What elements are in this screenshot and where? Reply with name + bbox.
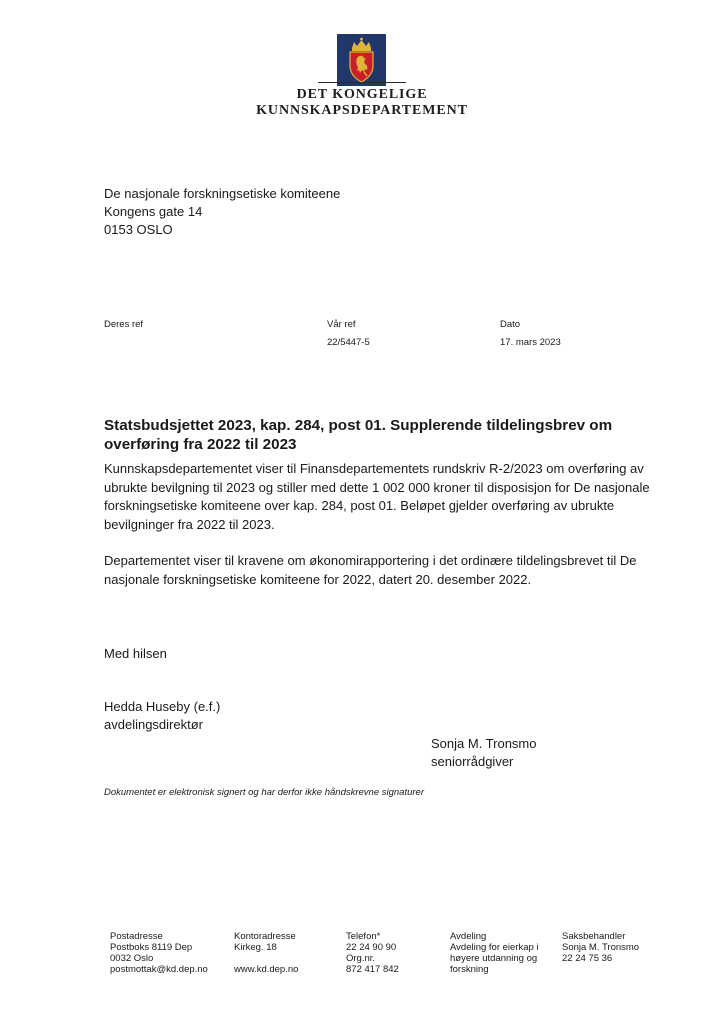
var-ref-value: 22/5447-5 xyxy=(327,337,370,348)
letterhead-rule xyxy=(318,82,406,83)
footer-telefon-heading: Telefon* xyxy=(346,931,381,942)
var-ref-label: Vår ref xyxy=(327,319,356,330)
coat-of-arms-logo xyxy=(337,34,386,86)
department-name-line2: KUNNSKAPSDEPARTEMENT xyxy=(256,103,468,118)
recipient-name: De nasjonale forskningsetiske komiteene xyxy=(104,186,341,201)
dato-value: 17. mars 2023 xyxy=(500,337,561,348)
footer-saksbehandler-name: Sonja M. Tronsmo xyxy=(562,942,640,954)
body-paragraph-2: Departementet viser til kravene om økonomirapportering i det ordinære tildelingsbrevet til De nasjonale forskningsetiske komiteene for 2022, datert 20. desember 2022. xyxy=(104,553,637,587)
footer-orgnr-value: 872 417 842 xyxy=(346,964,399,976)
footer-orgnr-label: Org.nr. xyxy=(346,953,376,965)
footer-email: postmottak@kd.dep.no xyxy=(110,964,208,976)
footer-telefon-number: 22 24 90 90 xyxy=(346,942,397,954)
footer-kontoradresse-line: Kirkeg. 18 xyxy=(234,942,277,954)
footer-avdeling-heading: Avdeling xyxy=(450,931,487,942)
footer-postadresse-line: 0032 Oslo xyxy=(110,953,154,965)
signer2-name: Sonja M. Tronsmo xyxy=(431,736,537,751)
signer1-title: avdelingsdirektør xyxy=(104,717,203,732)
footer-avdeling-line: forskning xyxy=(450,964,489,976)
letter-subject: Statsbudsjettet 2023, kap. 284, post 01. Supplerende tildelingsbrev om overføring fra 2022 til 2023 xyxy=(104,417,613,453)
footer-saksbehandler xyxy=(562,931,639,964)
footer-postadresse-line: Postboks 8119 Dep xyxy=(110,942,193,954)
recipient-postal: 0153 OSLO xyxy=(104,222,173,237)
footer-kontoradresse-heading: Kontoradresse xyxy=(234,931,296,942)
dato-label: Dato xyxy=(500,319,521,330)
deres-ref-label: Deres ref xyxy=(104,319,144,330)
footer-postadresse xyxy=(110,931,208,975)
signer2-title: seniorrådgiver xyxy=(431,754,514,769)
recipient-street: Kongens gate 14 xyxy=(104,204,203,219)
closing-greeting: Med hilsen xyxy=(104,646,167,661)
body-paragraph-1: Kunnskapsdepartementet viser til Finansdepartementets rundskriv R-2/2023 om overføring av ubrukte bevilgning til 2023 og stiller med dette 1 002 000 kroner til disposisjon for De nasjonale forskningsetiske komiteene over kap. 284, post 01. Beløpet gjelder overføring av ubrukte bevilgninger fra 2022 til 2023. xyxy=(104,461,650,533)
footer-kontoradresse-line xyxy=(234,953,298,964)
footer-saksbehandler-heading: Saksbehandler xyxy=(562,931,626,942)
footer-avdeling xyxy=(450,931,539,975)
footer-website: www.kd.dep.no xyxy=(234,964,299,976)
signer1-name: Hedda Huseby (e.f.) xyxy=(104,699,221,714)
footer-avdeling-line: høyere utdanning og xyxy=(450,953,538,965)
footer-kontoradresse xyxy=(234,931,298,975)
footer-postadresse-heading: Postadresse xyxy=(110,931,163,942)
electronic-signature-note: Dokumentet er elektronisk signert og har derfor ikke håndskrevne signaturer xyxy=(104,787,424,798)
footer-telefon xyxy=(346,931,399,975)
footer-saksbehandler-phone: 22 24 75 36 xyxy=(562,953,613,965)
footer-avdeling-line: Avdeling for eierkap i xyxy=(450,942,539,954)
department-name-line1: DET KONGELIGE xyxy=(296,87,428,102)
